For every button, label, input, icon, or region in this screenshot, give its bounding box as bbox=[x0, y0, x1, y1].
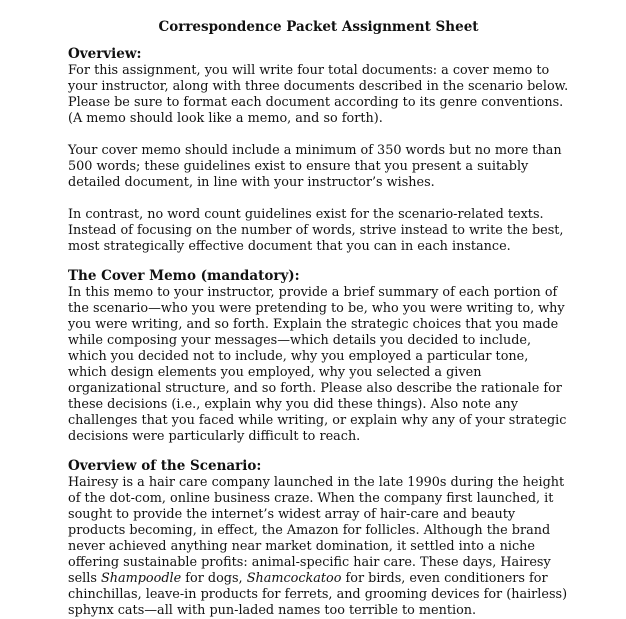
product-name-shampoodle: Shampoodle bbox=[100, 571, 182, 586]
scenario-heading: Overview of the Scenario: bbox=[68, 458, 262, 474]
overview-paragraph-1: For this assignment, you will write four total documents: a cover memo to your instructor, along with three documents described in the scenario below. Please be sure to format each document according to its genre conventions. (A memo should look like a memo, and so forth). bbox=[68, 63, 569, 126]
document-title: Correspondence Packet Assignment Sheet bbox=[158, 19, 479, 35]
cover-memo-heading: The Cover Memo (mandatory): bbox=[68, 268, 300, 284]
scenario-text-a: Hairesy is a hair care company launched in the late 1990s during the height of the dot-com, online business craze. When the company first launched, it sought to provide the internet’s widest array of hair-care and beauty products becoming, in effect, the Amazon for follicles. Although the brand never achieved anything near market domination, it settled into a niche offering sustainable profits: animal-specific hair care. These days, Hairesy sells bbox=[68, 475, 565, 586]
cover-memo-paragraph: In this memo to your instructor, provide a brief summary of each portion of the scenario—who you were pretending to be, who you were writing to, why you were writing, and so forth. Explain the strategic choices that you made while composing your messages—which details you decided to include, which you decided not to include, why you employed a particular tone, which design elements you employed, why you selected a given organizational structure, and so forth. Please also describe the rationale for these decisions (i.e., explain why you did these things). Also note any challenges that you faced while writing, or explain why any of your strategic decisions were particularly difficult to reach. bbox=[68, 285, 567, 444]
overview-paragraph-2: Your cover memo should include a minimum of 350 words but no more than 500 words; these guidelines exist to ensure that you present a suitably detailed document, in line with your instructor’s wishes. bbox=[68, 143, 562, 190]
product-name-shamcockatoo: Shamcockatoo bbox=[246, 571, 342, 586]
overview-paragraph-3: In contrast, no word count guidelines exist for the scenario-related texts. Instead of focusing on the number of words, strive instead to write the best, most strategically effective document that you can in each instance. bbox=[68, 207, 564, 254]
scenario-text-b: for dogs, bbox=[181, 571, 247, 586]
scenario-text-c: for birds, even conditioners for chinchillas, leave-in products for ferrets, and grooming devices for (hairless) sphynx cats—all with pun-laded names too terrible to mention. bbox=[68, 571, 568, 618]
scenario-paragraph bbox=[68, 475, 569, 619]
overview-heading: Overview: bbox=[68, 46, 142, 62]
